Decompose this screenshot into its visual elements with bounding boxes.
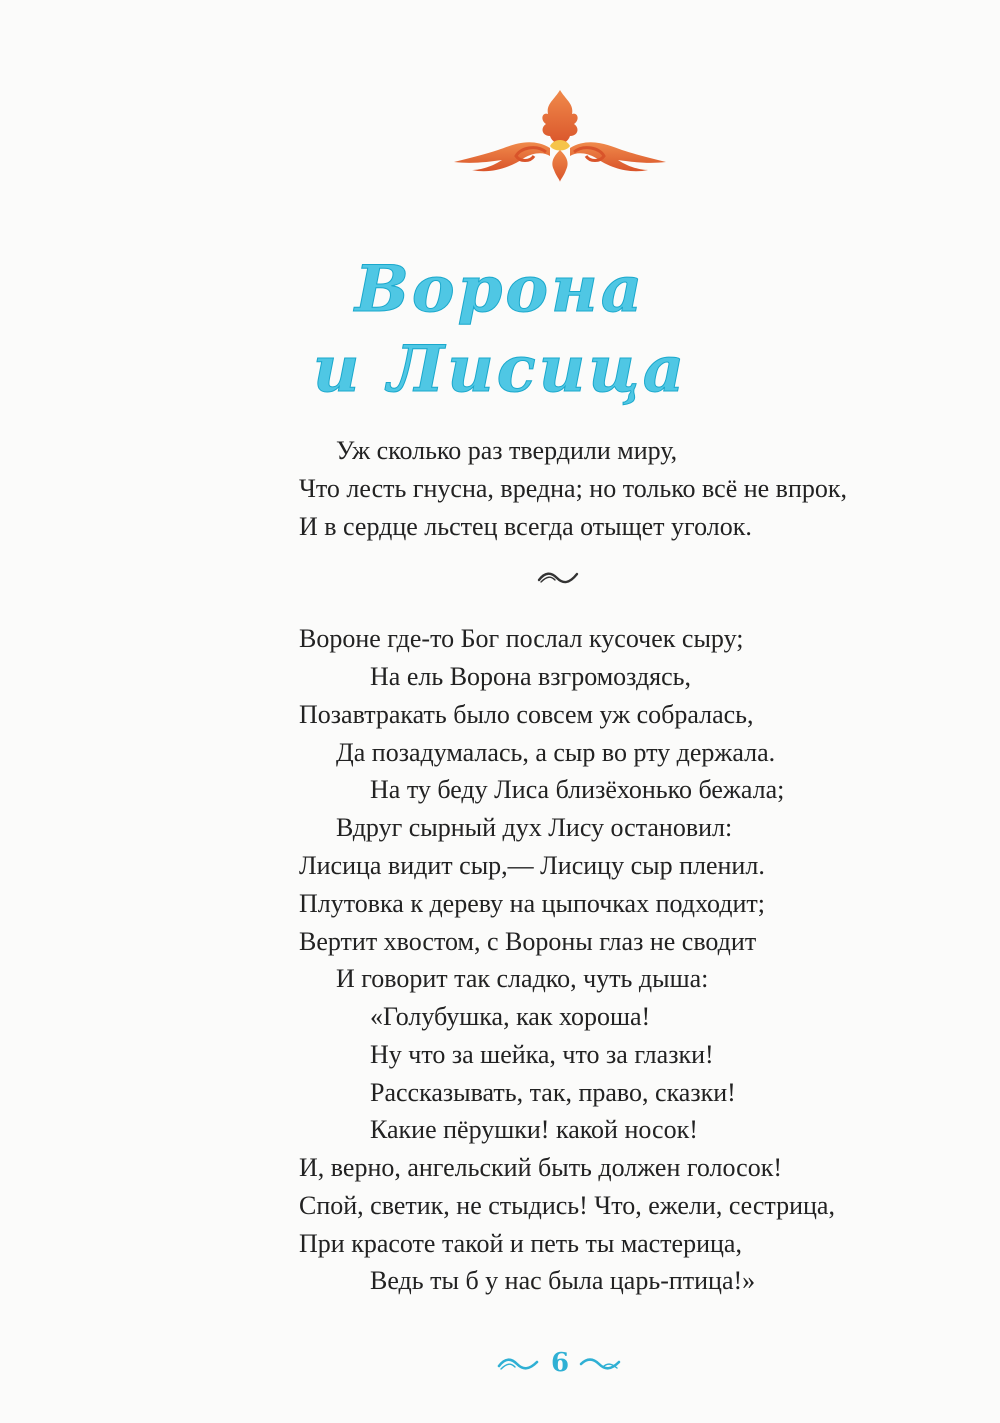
poem-line: Плутовка к дереву на цыпочках подходит;: [299, 889, 765, 918]
intro-line: И в сердце льстец всегда отыщет уголок.: [299, 512, 752, 541]
poem-line: И, верно, ангельский быть должен голосок!: [299, 1153, 782, 1182]
poem-line: Какие пёрушки! какой носок!: [370, 1115, 698, 1144]
title-line-1: Ворона: [354, 252, 646, 327]
poem-line: Позавтракать было совсем уж собралась,: [299, 700, 754, 729]
right-wave-ornament-icon: [577, 1356, 621, 1374]
floral-ornament-icon: [450, 86, 670, 186]
left-wave-ornament-icon: [497, 1356, 541, 1374]
poem-line: Да позадумалась, а сыр во рту держала.: [336, 738, 776, 767]
wave-divider-icon: [537, 568, 581, 588]
intro-line: Что лесть гнусна, вредна; но только всё не впрок,: [299, 474, 848, 503]
intro-line: Уж сколько раз твердили миру,: [336, 436, 678, 465]
poem-line: «Голубушка, как хороша!: [370, 1002, 651, 1031]
poem-line: Рассказывать, так, право, сказки!: [370, 1078, 736, 1107]
page-number: 6: [550, 1348, 570, 1378]
poem-line: Вдруг сырный дух Лису остановил:: [336, 813, 733, 842]
poem-line: На ту беду Лиса близёхонько бежала;: [370, 775, 785, 804]
poem-line: Вертит хвостом, с Вороны глаз не сводит: [299, 927, 757, 956]
poem-line: Вороне где-то Бог послал кусочек сыру;: [299, 624, 744, 653]
title-line-2: и Лисица: [312, 332, 688, 407]
poem-line: И говорит так сладко, чуть дыша:: [336, 964, 709, 993]
poem-line: При красоте такой и петь ты мастерица,: [299, 1229, 742, 1258]
poem-line: Ведь ты б у нас была царь-птица!»: [370, 1266, 756, 1295]
poem-line: Ну что за шейка, что за глазки!: [370, 1040, 714, 1069]
poem-line: На ель Ворона взгромоздясь,: [370, 662, 692, 691]
poem-line: Спой, светик, не стыдись! Что, ежели, сестрица,: [299, 1191, 835, 1220]
poem-line: Лисица видит сыр,— Лисицу сыр пленил.: [299, 851, 765, 880]
